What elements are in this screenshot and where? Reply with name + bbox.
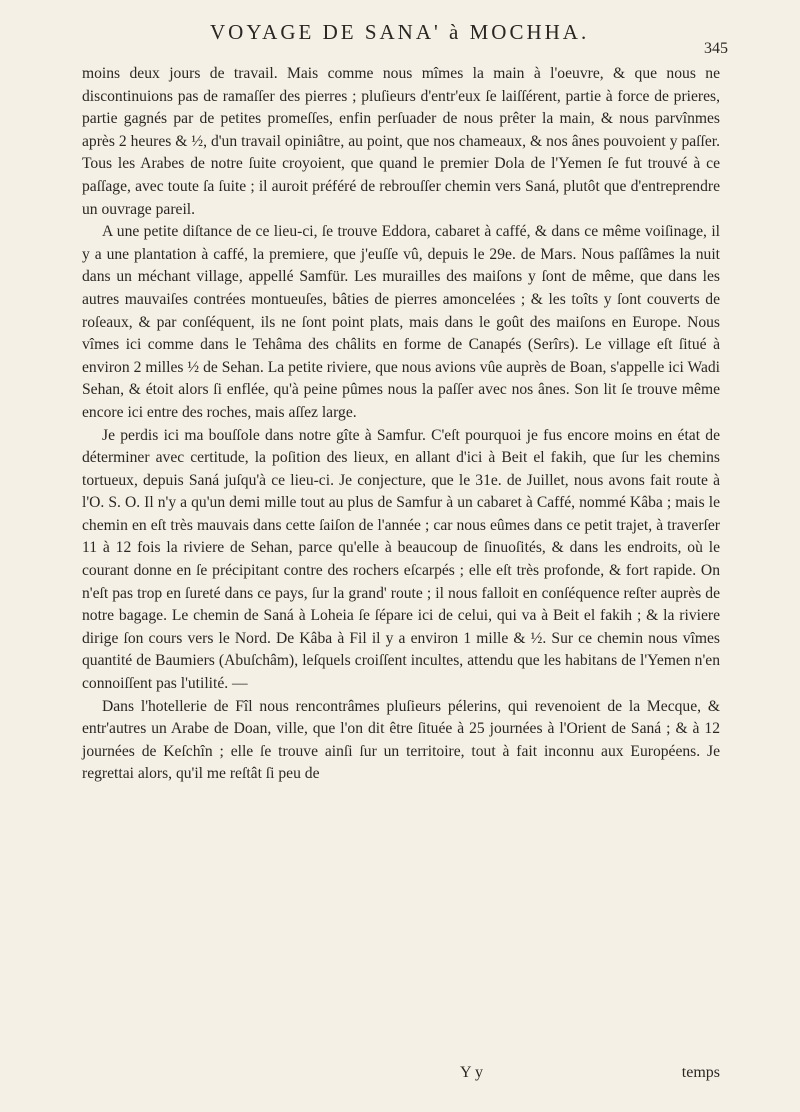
signature-mark: Y y <box>460 1064 483 1081</box>
paragraph-3: Je perdis ici ma bouſſole dans notre gîte à Samfur. C'eſt pourquoi je fus encore moins en état de déterminer avec certitude, la poſition des lieux, en allant d'ici à Beit el fakih, que ſur les chemins tortueux, depuis Saná juſqu'à ce lieu-ci. Je conjecture, que le 31e. de Juillet, nous avons fait route à l'O. S. O. Il n'y a qu'un demi mille tout au plus de Samfur à un cabaret à Caffé, nommé Kâba ; mais le chemin en eſt très mauvais dans cette ſaiſon de l'année ; car nous eûmes dans ce petit trajet, à traverſer 11 à 12 fois la riviere de Sehan, parce qu'elle à beaucoup de ſinuoſités, & dans les endroits, où le courant donne en ſe précipitant contre des rochers eſcarpés ; elle eſt très profonde, & fort rapide. On n'eſt pas trop en ſureté dans ce pays, ſur la grand' route ; il nous falloit en conſéquence reſter auprès de notre bagage. Le chemin de Saná à Loheia ſe ſépare ici de celui, qui va à Beit el fakih ; & la riviere dirige ſon cours vers le Nord. De Kâba à Fil il y a environ 1 mille & ½. Sur ce chemin nous vîmes quantité de Baumiers (Abuſchâm), leſquels croiſſent incultes, attendu que les habitans de l'Yemen n'en connoiſſent pas l'utilité. — <box>82 426 720 693</box>
page-number: 345 <box>704 40 728 57</box>
body-text <box>82 63 720 786</box>
page-footer <box>82 1064 720 1088</box>
catchword: temps <box>681 1064 720 1081</box>
paragraph-1: moins deux jours de travail. Mais comme nous mîmes la main à l'oeuvre, & que nous ne discontinuions pas de ramaſſer des pierres ; pluſieurs d'entr'eux ſe laiſſérent, partie à force de prieres, partie gagnés par de petites promeſſes, enfin perſuader de nous prêter la main, & nous parvînmes après 2 heures & ½, d'un travail opiniâtre, au point, que nos chameaux, & nos ânes pouvoient y paſſer. Tous les Arabes de notre ſuite croyoient, que quand le premier Dola de l'Yemen ſe fut trouvé à ce paſſage, avec toute ſa ſuite ; il auroit préféré de rebrouſſer chemin vers Saná, plutôt que d'entreprendre un ouvrage pareil. <box>82 65 720 218</box>
paragraph-4: Dans l'hotellerie de Fîl nous rencontrâmes pluſieurs pélerins, qui revenoient de la Mecque, & entr'autres un Arabe de Doan, ville, que l'on dit être ſituée à 25 journées à l'Orient de Saná ; & à 12 journées de Keſchîn ; elle ſe trouve ainſi ſur un territoire, tout à fait inconnu aux Européens. Je regrettai alors, qu'il me reſtât ſi peu de <box>82 697 720 783</box>
running-head: VOYAGE DE SANA' à MOCHHA. <box>210 20 590 44</box>
paragraph-2: A une petite diſtance de ce lieu-ci, ſe trouve Eddora, cabaret à caffé, & dans ce même voiſinage, il y a une plantation à caffé, la premiere, que j'euſſe vû, depuis le 29e. de Mars. Nous paſſâmes la nuit dans un méchant village, appellé Samfür. Les murailles des maiſons y ſont de même, que dans les autres mauvaiſes contrées montueuſes, bâties de pierres amoncelées ; & les toîts y ſont couverts de roſeaux, & par conſéquent, ils ne ſont point plats, mais dans le goût des maiſons en Europe. Nous vîmes ici comme dans le Tehâma des châlits en forme de Canapés (Serîrs). Le village eſt ſitué à environ 2 milles ½ de Sehan. La petite riviere, que nous avions vûe auprès de Boan, s'appelle ici Wadi Sehan, & étoit alors ſi enflée, qu'à peine pûmes nous la paſſer avec nos ânes. Son lit ſe trouve même encore ici entre des roches, mais aſſez large. <box>82 223 720 421</box>
